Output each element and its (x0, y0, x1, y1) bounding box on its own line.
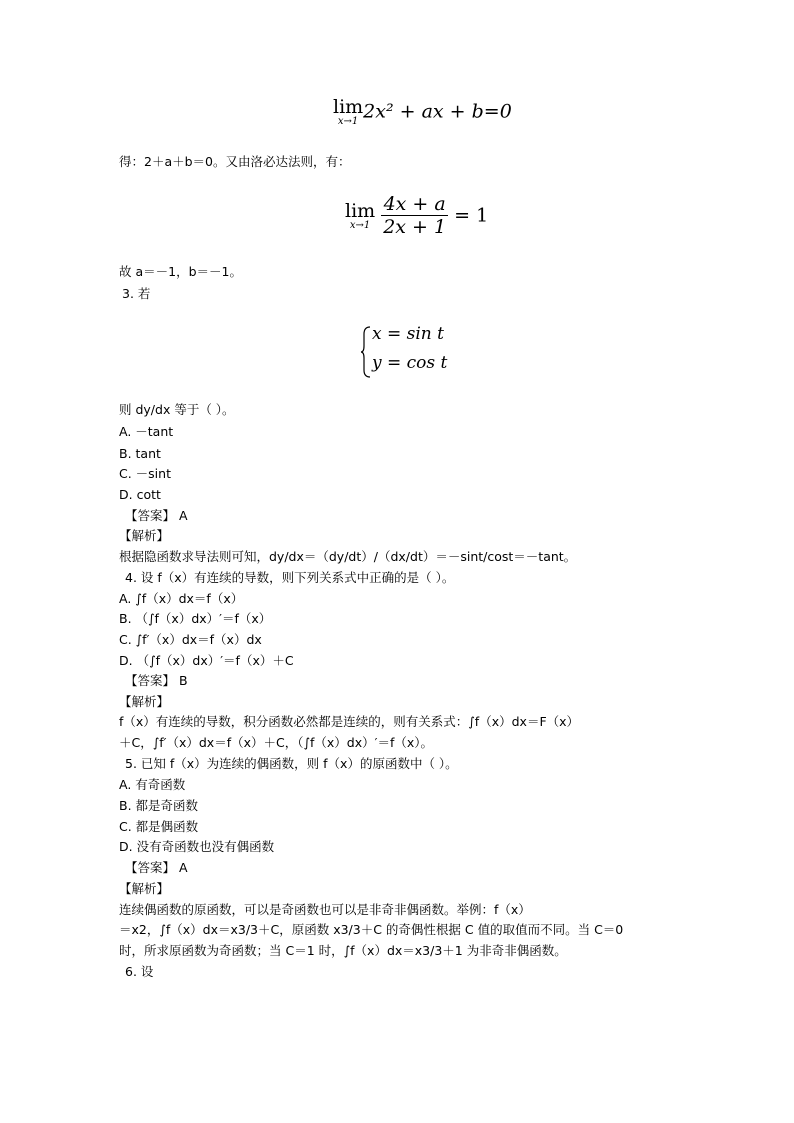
option-b: B. tant (119, 446, 161, 461)
analysis-text: ＝x2，∫f（x）dx＝x3/3＋C，原函数 x3/3＋C 的奇偶性根据 C 值的取值而不同。当 C＝0 (119, 922, 624, 937)
fraction-numerator: 4x + a (381, 193, 448, 216)
analysis-text: f（x）有连续的导数，积分函数必然都是连续的，则有关系式：∫f（x）dx＝F（x） (119, 714, 580, 729)
option-d: D. cott (119, 487, 161, 502)
answer: 【答案】 A (125, 860, 188, 875)
option-c: C. 都是偶函数 (119, 819, 199, 834)
option-b: B. 都是奇函数 (119, 798, 199, 813)
formula-expression: 2x² + ax + b=0 (363, 100, 512, 123)
analysis-text: ＋C，∫f′（x）dx＝f（x）＋C，（∫f（x）dx）′＝f（x）。 (119, 735, 434, 750)
question-stem: 则 dy/dx 等于（ ）。 (119, 402, 235, 417)
fraction (381, 193, 448, 238)
question-title: 6. 设 (125, 964, 154, 979)
system-equation-1: x = sin t (372, 324, 444, 344)
analysis-text: 连续偶函数的原函数，可以是奇函数也可以是非奇非偶函数。举例：f（x） (119, 902, 531, 917)
analysis-label: 【解析】 (119, 528, 170, 543)
analysis-label: 【解析】 (119, 881, 170, 896)
formula-limit-1 (333, 96, 512, 127)
formula-limit-2 (345, 193, 488, 238)
question-title: 4. 设 f（x）有连续的导数，则下列关系式中正确的是（ ）。 (125, 570, 455, 585)
option-b: B. （∫f（x）dx）′＝f（x） (119, 611, 272, 626)
left-brace-icon (360, 326, 372, 378)
text-line: 故 a＝－1，b＝－1。 (119, 264, 242, 279)
answer: 【答案】 A (125, 508, 188, 523)
text-line: 得：2＋a＋b＝0。又由洛必达法则，有： (119, 154, 351, 169)
analysis-label: 【解析】 (119, 694, 170, 709)
limit-operator: lim x→1 (345, 200, 376, 231)
question-title: 5. 已知 f（x）为连续的偶函数，则 f（x）的原函数中（ ）。 (125, 756, 458, 771)
option-a: A. －tant (119, 424, 174, 439)
analysis-text: 根据隐函数求导法则可知，dy/dx＝（dy/dt）/（dx/dt）＝－sint/cost＝－tant。 (119, 549, 577, 564)
limit-operator: lim x→1 (333, 96, 364, 127)
option-c: C. －sint (119, 466, 171, 481)
option-a: A. ∫f（x）dx＝f（x） (119, 591, 244, 606)
formula-rhs: = 1 (454, 204, 489, 227)
answer: 【答案】 B (125, 673, 188, 688)
fraction-denominator: 2x + 1 (383, 216, 447, 238)
analysis-text: 时，所求原函数为奇函数；当 C＝1 时，∫f（x）dx＝x3/3＋1 为非奇非偶函数。 (119, 943, 567, 958)
option-c: C. ∫f′（x）dx＝f（x）dx (119, 632, 262, 647)
option-a: A. 有奇函数 (119, 777, 186, 792)
option-d: D. （∫f（x）dx）′＝f（x）＋C (119, 653, 294, 668)
system-equation-2: y = cos t (372, 353, 448, 373)
question-title: 3. 若 (122, 286, 151, 301)
option-d: D. 没有奇函数也没有偶函数 (119, 839, 275, 854)
